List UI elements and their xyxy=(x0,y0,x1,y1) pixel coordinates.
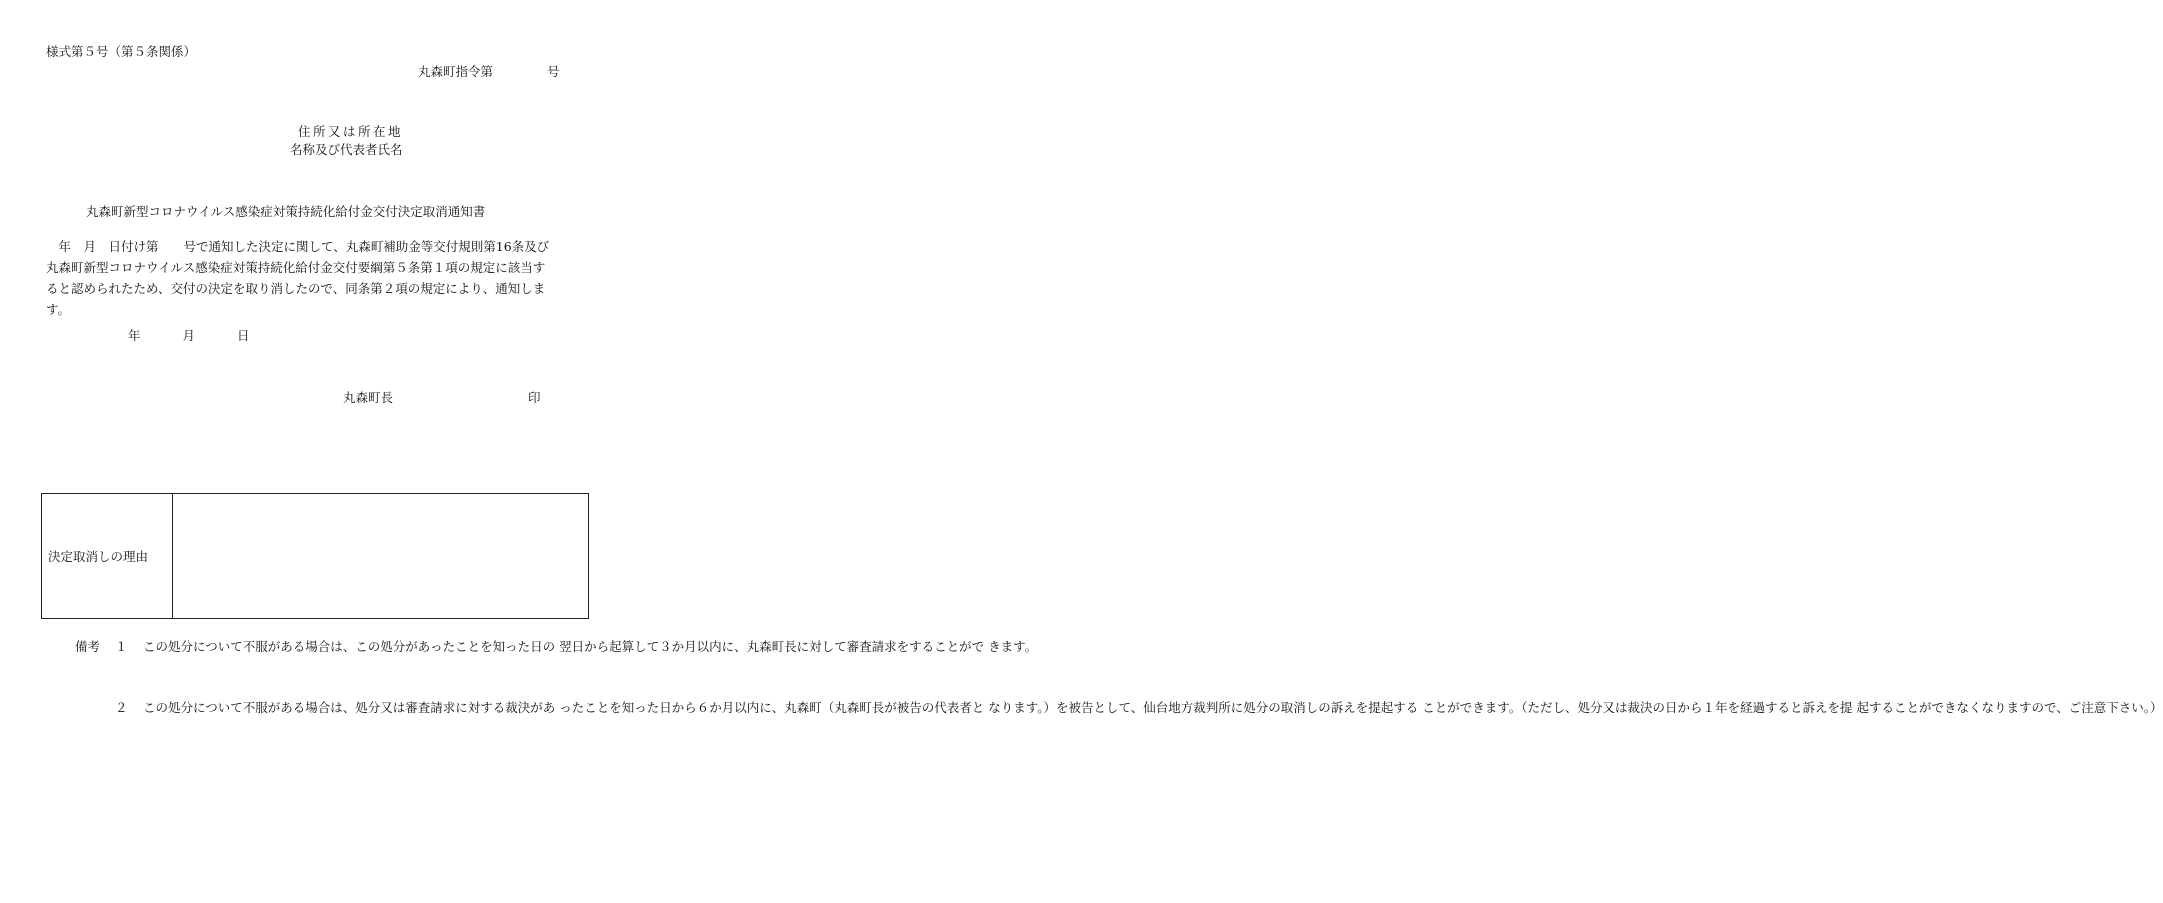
address-label: 住所又は所在地 xyxy=(298,124,404,139)
note-line: 翌日から起算して３か月以内に、丸森町長に対して審査請求をすることがで xyxy=(559,639,985,654)
date-month: 月 xyxy=(182,328,196,343)
body-line: す。 xyxy=(46,302,71,317)
note-line: この処分について不服がある場合は、この処分があったことを知った日の xyxy=(143,639,556,654)
note-item-2 xyxy=(115,698,2163,719)
directive-suffix: 号 xyxy=(547,64,560,79)
note-line: ったことを知った日から６か月以内に、丸森町（丸森町長が被告の代表者と xyxy=(559,700,985,715)
seal-mark: 印 xyxy=(528,390,541,405)
date-line xyxy=(128,326,250,344)
reason-table xyxy=(41,493,589,619)
note-line: きます。 xyxy=(988,639,1038,654)
body-line: 年 月 日付け第 号で通知した決定に関して、丸森町補助金等交付規則第16条及び xyxy=(46,239,550,254)
note-line: この処分について不服がある場合は、処分又は審査請求に対する裁決があ xyxy=(143,700,556,715)
mayor-label: 丸森町長 xyxy=(343,390,394,405)
reason-label: 決定取消しの理由 xyxy=(42,494,173,619)
form-number: 様式第５号（第５条関係） xyxy=(46,44,197,59)
note-item-1 xyxy=(115,637,1037,658)
name-label: 名称及び代表者氏名 xyxy=(290,142,403,157)
note-line: 起することができなくなりますので、ご注意下さい。） xyxy=(1856,700,2163,715)
date-year: 年 xyxy=(128,328,141,343)
body-line: 丸森町新型コロナウイルス感染症対策持続化給付金交付要綱第５条第１項の規定に該当す xyxy=(46,260,546,275)
directive-prefix: 丸森町指令第 xyxy=(418,64,494,79)
note-line: なります。）を被告として、仙台地方裁判所に処分の取消しの訴えを提起する xyxy=(988,700,1419,715)
date-day: 日 xyxy=(237,328,250,343)
note-number: ２ xyxy=(115,700,128,715)
note-number: １ xyxy=(115,639,128,654)
body-line: ると認められたため、交付の決定を取り消したので、同条第２項の規定により、通知しま xyxy=(46,281,546,296)
note-line: ことができます。（ただし、処分又は裁決の日から１年を経過すると訴えを提 xyxy=(1422,700,1853,715)
notice-body xyxy=(46,236,591,320)
directive-number xyxy=(418,62,560,80)
reason-value[interactable] xyxy=(173,494,589,619)
document-title: 丸森町新型コロナウイルス感染症対策持続化給付金交付決定取消通知書 xyxy=(86,204,486,219)
notes-label: 備考 xyxy=(75,639,101,654)
